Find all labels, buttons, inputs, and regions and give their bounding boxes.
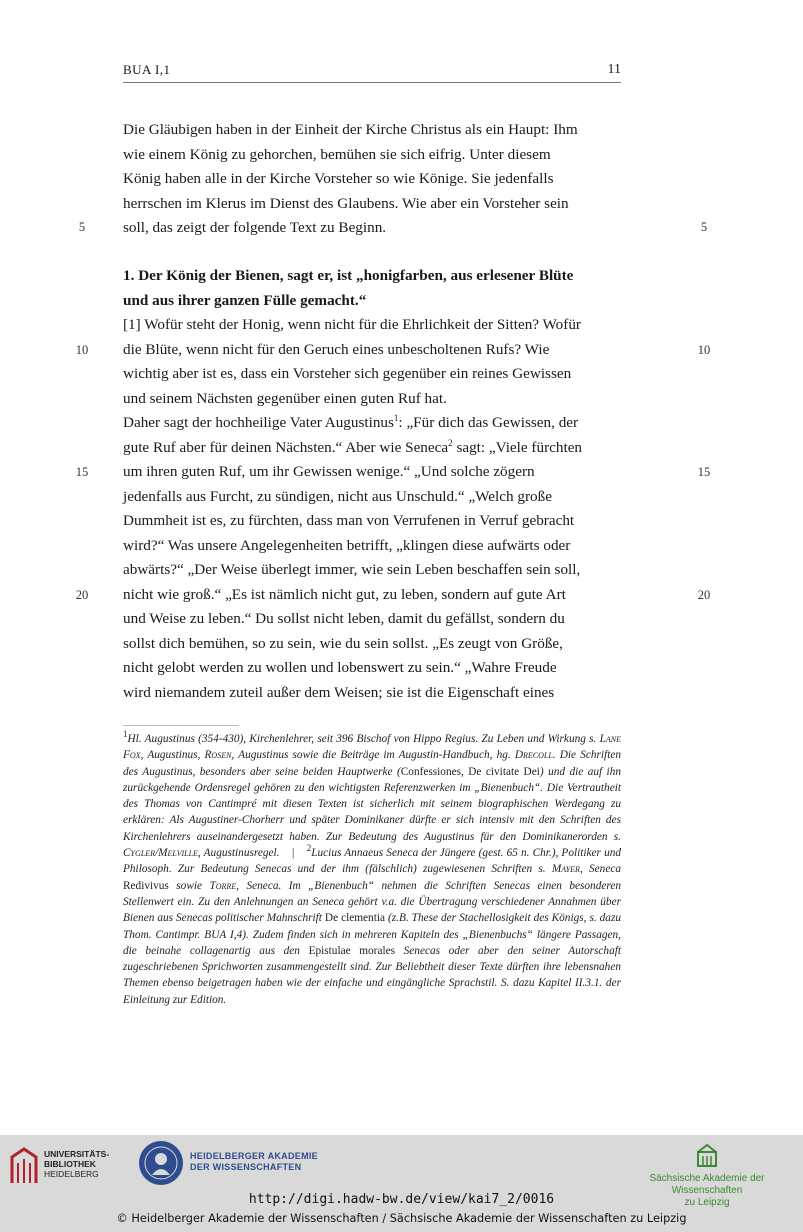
- text-line: die Blüte, wenn nicht für den Geruch eines unbescholtenen Rufs? Wie: [123, 340, 550, 358]
- heading-line: 1. Der König der Bienen, sagt er, ist „honigfarben, aus erlesener Blüte: [123, 267, 574, 284]
- footnotes: [123, 731, 621, 1008]
- text-line: Die Gläubigen haben in der Einheit der Kirche Christus als ein Haupt: Ihm: [123, 121, 578, 138]
- author-name: Mayer: [551, 863, 580, 876]
- line-number-left: 5: [78, 220, 86, 234]
- author-name: Cygler/Melville: [123, 847, 198, 860]
- line-number-left: 10: [75, 343, 89, 357]
- university-library-logo-icon[interactable]: [10, 1147, 38, 1185]
- permalink-url[interactable]: http://digi.hadw-bw.de/view/kai7_2/0016: [248, 1192, 555, 1207]
- line-number-right: 10: [697, 343, 711, 357]
- logo-text-line: DER WISSENSCHAFTEN: [190, 1162, 302, 1172]
- work-title: De clementia: [324, 912, 385, 925]
- text-line: sollst dich bemühen, so zu sein, wie du sein sollst. „Es zeugt von Größe,: [123, 634, 563, 652]
- text-line: jedenfalls aus Furcht, zu sündigen, nicht aus Unschuld.“ „Welch große: [123, 487, 552, 505]
- text-span: Daher sagt der hochheilige Vater Augustinus: [123, 414, 394, 431]
- main-text: [123, 313, 621, 705]
- work-title: Epistulae morales: [308, 944, 396, 957]
- work-title: Redivivus: [123, 879, 169, 892]
- footnote-text: . Die Schriften des Augustinus, besonders aber seine beiden Hauptwerke (: [123, 749, 621, 778]
- page-number: 11: [607, 62, 621, 77]
- text-line: wird?“ Was unsere Angelegenheiten betrifft, „klingen diese aufwärts oder: [123, 536, 571, 554]
- logo-text-line: HEIDELBERG: [44, 1169, 99, 1179]
- footnote-text: , Seneca. Im „Bienenbuch“ nehmen die Schriften Senecas einen besonderen Stellenwert ein. Zu den Anlehnungen an Seneca gehört v.a. die Übertragung verschiedener Annahmen über Bienen aus Senecas politischer Mahnschrift: [123, 879, 621, 925]
- academy-seal-icon[interactable]: [139, 1141, 183, 1185]
- footnote-text: Senecas oder aber den seiner Autorschaft zugeschriebenen Sprichworten zusammengestellt sind. Zur Beliebtheit dieser Texte dürften ihre lebensnahen Themen ebenso beigetragen haben wie der einfache und eingängliche Sprachstil. S. dazu Kapitel II.3.1. der Einleitung zur Edition.: [123, 944, 622, 1006]
- line-number-left: 15: [75, 465, 89, 479]
- footnote-rule: [123, 725, 239, 726]
- text-line: soll, das zeigt der folgende Text zu Beginn.: [123, 219, 387, 236]
- text-line: und Weise zu leben.“ Du sollst nicht leben, damit du gefällst, sondern du: [123, 610, 565, 627]
- line-number-right: 5: [700, 220, 708, 234]
- work-title: Confessiones, De civitate Dei: [400, 765, 540, 778]
- footnote-text: Hl. Augustinus (354-430), Kirchenlehrer, seit 396 Bischof von Hippo Regius. Zu Leben und Wirkung s.: [127, 733, 600, 745]
- author-name: Drecoll: [514, 749, 553, 762]
- line-number-right: 20: [697, 588, 711, 602]
- logo-text-line: UNIVERSITÄTS-: [44, 1149, 110, 1159]
- section-heading: [123, 264, 621, 313]
- heading-line: und aus ihrer ganzen Fülle gemacht.“: [123, 291, 367, 309]
- heidelberg-academy-name[interactable]: [190, 1151, 318, 1173]
- running-header-title: BUA I,1: [123, 62, 171, 77]
- logo-text-line: HEIDELBERGER AKADEMIE: [190, 1151, 318, 1161]
- author-name: Lane Fox: [123, 733, 621, 762]
- text-span: : „Für dich das Gewissen, der: [398, 414, 579, 431]
- logo-text-line: Sächsische Akademie der Wissenschaften: [649, 1173, 765, 1196]
- logo-text-line: zu Leipzig: [684, 1197, 730, 1208]
- footnote-text: Lucius Annaeus Seneca der Jüngere (gest. 65 n. Chr.), Politiker und Philosoph. Zur Bedeutung Senecas und der ihm (fälschlich) zugewiesenen Schriften s.: [123, 847, 622, 876]
- text-line: abwärts?“ „Der Weise überlegt immer, wie sein Leben beschaffen sein soll,: [123, 561, 581, 578]
- university-library-name[interactable]: [44, 1149, 109, 1179]
- text-span: sagt: „Viele fürchten: [452, 438, 583, 456]
- text-line: um ihren guten Ruf, um ihr Gewissen wenige.“ „Und solche zögern: [123, 463, 535, 480]
- footnote-text: , Seneca: [579, 863, 622, 876]
- footnote-text: sowie: [168, 879, 210, 892]
- text-line: wie einem König zu gehorchen, bemühen sie sich eifrig. Unter diesem: [123, 145, 551, 163]
- copyright-notice: © Heidelberger Akademie der Wissenschaften / Sächsische Akademie der Wissenschaften zu Leipzig: [116, 1212, 687, 1225]
- text-line: [1] Wofür steht der Honig, wenn nicht für die Ehrlichkeit der Sitten? Wofür: [123, 316, 581, 333]
- footnote-text: , Augustinusregel.: [197, 847, 280, 860]
- logo-text-line: BIBLIOTHEK: [44, 1159, 96, 1169]
- footnote-mark: 2: [306, 843, 312, 854]
- footnote-separator: |: [291, 847, 295, 860]
- footnote-mark: 1: [123, 729, 128, 740]
- text-line: und seinem Nächsten gegenüber einen guten Ruf hat.: [123, 389, 447, 407]
- header-rule: [123, 82, 621, 83]
- intro-paragraph: [123, 118, 621, 241]
- text-line: nicht wie groß.“ „Es ist nämlich nicht gut, zu leben, sondern auf gute Art: [123, 585, 566, 603]
- footnote-ref[interactable]: 2: [448, 437, 453, 448]
- text-line: [123, 436, 621, 461]
- author-name: Rosen: [204, 749, 232, 762]
- text-span: gute Ruf aber für deinen Nächsten.“ Aber wie Seneca: [123, 438, 449, 456]
- text-line: wichtig aber ist es, dass ein Vorsteher sich gegenüber ein reines Gewissen: [123, 365, 572, 382]
- text-line: herrschen im Klerus im Dienst des Glaubens. Wie aber ein Vorsteher sein: [123, 194, 569, 212]
- footnote-text: (z.B. These der Stachellosigkeit des Königs, s. dazu Thom. Cantimpr. BUA I,4). Zudem finden sich in mehreren Kapiteln des „Bienenbuchs“ längere Passagen, die beinahe collagenartig aus den: [123, 912, 621, 957]
- text-line: König haben alle in der Kirche Vorsteher so wie Könige. Sie jedenfalls: [123, 170, 554, 187]
- saxon-academy-emblem-icon[interactable]: [694, 1142, 720, 1168]
- text-line: Dummheit ist es, zu fürchten, dass man von Verrufenen in Verruf gebracht: [123, 512, 575, 529]
- text-line: [123, 411, 621, 436]
- footnote-ref[interactable]: 1: [393, 412, 399, 423]
- footnote-text: , Augustinus sowie die Beiträge im Augustin-Handbuch, hg.: [231, 749, 515, 762]
- author-name: Torre: [209, 879, 237, 892]
- footnote-text: ) und die auf ihn zurückgehende Ordensregel gehören zu den wichtigsten Referenzwerken im „Bienenbuch“. Die Vertrautheit des Thomas von Cantimpré mit diesen Texten ist sicherlich mit seinem biographischen Werdegang zu erklären: Als Augustiner-Chorherr und später Dominikaner dürfte er sich intensiv mit den Schriften des Kirchenlehrers auseinandergesetzt haben. Zur Bedeutung des Augustinus für den Dominikanerorden s.: [123, 765, 621, 843]
- line-number-left: 20: [75, 588, 89, 602]
- text-line: wird niemandem zuteil außer dem Weisen; sie ist die Eigenschaft eines: [123, 683, 555, 701]
- line-number-right: 15: [697, 465, 711, 479]
- text-line: nicht gelobt werden zu wollen und lobenswert zu sein.“ „Wahre Freude: [123, 659, 557, 676]
- footnote-text: , Augustinus,: [140, 749, 205, 762]
